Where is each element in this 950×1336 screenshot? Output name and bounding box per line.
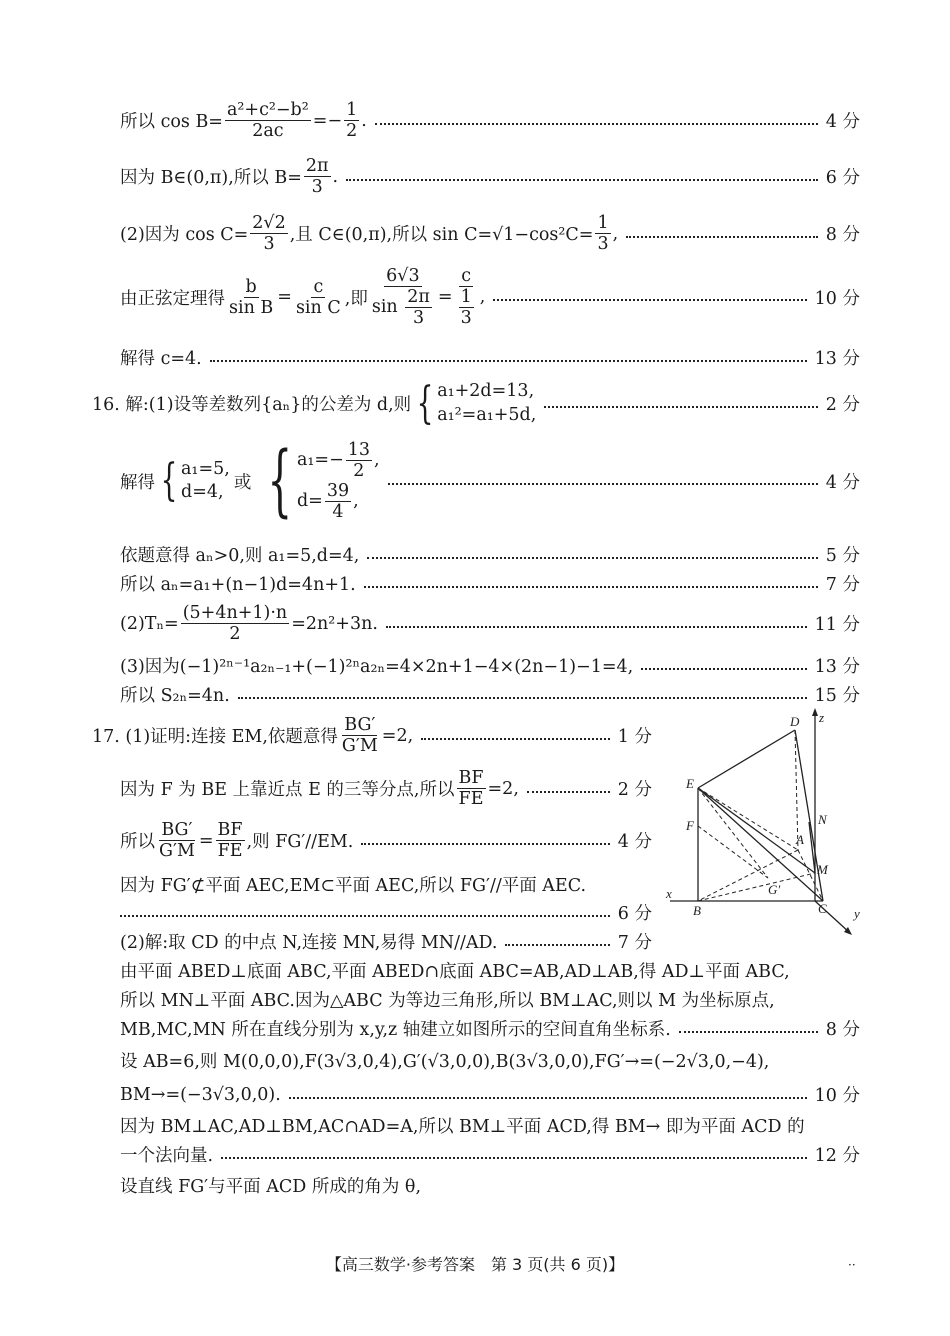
score: 13 分 <box>814 657 860 677</box>
dot-leader <box>421 738 610 740</box>
line-text: MB,MC,MN 所在直线分别为 x,y,z 轴建立如图所示的空间直角坐标系. <box>120 1020 671 1040</box>
fraction <box>370 266 436 328</box>
label-x: x <box>666 886 672 901</box>
fraction <box>325 481 351 522</box>
fraction-numerator: 13 <box>347 440 371 460</box>
fraction-denominator: 2 <box>346 121 358 142</box>
fraction-numerator: 6√3 <box>386 266 420 286</box>
line-text: ,则 FG′//EM. <box>246 832 354 853</box>
equation: a₁²=a₁+5d, <box>437 404 537 425</box>
line-text: (2)Tₙ= <box>120 613 179 634</box>
fraction-numerator: BF <box>217 820 243 840</box>
line-text: 17. (1)证明:连接 EM,依题意得 <box>92 727 338 748</box>
dot-leader <box>527 791 610 793</box>
line-text: (2)因为 cos C= <box>120 225 249 246</box>
fraction-denominator: 3 <box>263 234 275 255</box>
line-text: a₁=− <box>296 450 344 471</box>
score: 11 分 <box>814 615 860 636</box>
line-text: 一个法向量. <box>120 1146 214 1166</box>
line-text: 所以 <box>120 832 155 853</box>
fraction <box>157 820 197 861</box>
fraction-denominator: 2 <box>229 624 241 645</box>
label-D: D <box>790 714 800 729</box>
line-text: = <box>198 830 214 851</box>
line-text: 由正弦定理得 <box>120 288 225 309</box>
fraction <box>181 603 290 644</box>
score: 1 分 <box>617 727 652 748</box>
dot-leader <box>505 944 609 946</box>
page-footer: 【高三数学·参考答案 第 3 页(共 6 页)】 <box>325 1255 625 1274</box>
dot-leader <box>641 668 806 670</box>
dot-leader <box>289 1097 807 1099</box>
equation: a₁+2d=13, <box>437 381 535 401</box>
score: 2 分 <box>825 395 860 416</box>
line-text: =2, <box>381 725 414 746</box>
line-text: , <box>353 491 359 512</box>
fraction-denominator: G′M <box>159 841 195 862</box>
answer-line-12 <box>120 682 860 707</box>
fraction-numerator: 2√2 <box>252 213 286 233</box>
fraction-denominator: 3 <box>413 308 425 329</box>
equation: d=4, <box>181 482 224 503</box>
equation-system <box>411 377 537 429</box>
score: 13 分 <box>814 349 860 369</box>
fraction-numerator: c <box>313 276 324 297</box>
answer-line-21 <box>120 1016 860 1041</box>
dot-leader <box>238 697 807 699</box>
score: 4 分 <box>825 472 860 493</box>
fraction <box>225 100 311 141</box>
answer-line-3 <box>120 213 860 254</box>
answer-line-18 <box>120 929 652 954</box>
answer-line-24: 因为 BM⊥AC,AD⊥BM,AC∩AD=A,所以 BM⊥平面 ACD,得 BM→ 即为平面 ACD 的 <box>120 1117 805 1137</box>
line-text: d= <box>296 491 323 512</box>
dot-leader <box>375 123 818 125</box>
score: 6 分 <box>825 168 860 189</box>
dot-leader <box>210 360 807 362</box>
line-text: 所以 cos B= <box>120 112 223 133</box>
label-z: z <box>819 710 825 725</box>
score: 10 分 <box>814 1086 860 1106</box>
brace-icon: { <box>160 455 178 507</box>
fraction-numerator: 1 <box>346 100 358 120</box>
label-N: N <box>818 812 827 827</box>
fraction-numerator: BF <box>458 768 484 788</box>
fraction-denominator: 4 <box>332 502 344 523</box>
answer-line-14 <box>120 768 652 809</box>
corner-mark: ·· <box>848 1258 856 1272</box>
geometry-figure <box>660 708 870 943</box>
answer-line-20: 所以 MN⊥平面 ABC.因为△ABC 为等边三角形,所以 BM⊥AC,则以 M 为坐标原点, <box>120 991 775 1011</box>
fraction-denominator: 3 <box>460 308 472 329</box>
label-F: F <box>686 818 694 833</box>
fraction <box>304 156 331 197</box>
answer-line-4 <box>120 266 860 328</box>
score: 12 分 <box>814 1146 860 1166</box>
answer-line-16: 因为 FG′⊄平面 AEC,EM⊂平面 AEC,所以 FG′//平面 AEC. <box>120 876 587 896</box>
dot-leader <box>221 1157 807 1159</box>
line-text: =2n²+3n. <box>291 613 378 634</box>
dot-leader <box>626 236 818 238</box>
answer-line-6 <box>92 377 860 429</box>
line-text: 所以 S₂ₙ=4n. <box>120 686 230 706</box>
line-text: ,且 C∈(0,π),所以 sin C=√1−cos²C= <box>289 225 594 246</box>
answer-line-22: 设 AB=6,则 M(0,0,0),F(3√3,0,4),G′(√3,0,0),B(3√3,0,0),FG′→=(−2√3,0,−4), <box>120 1052 770 1072</box>
score: 8 分 <box>825 225 860 246</box>
fraction <box>250 213 287 254</box>
line-text: 依题意得 aₙ>0,则 a₁=5,d=4, <box>120 546 360 566</box>
dot-leader <box>364 586 818 588</box>
label-y: y <box>854 906 860 921</box>
score: 4 分 <box>825 112 860 133</box>
line-text: , <box>374 450 380 471</box>
equation-system <box>155 455 230 507</box>
score: 4 分 <box>617 832 652 853</box>
dot-leader <box>120 915 610 917</box>
dot-leader <box>367 557 817 559</box>
fraction-numerator: b <box>245 276 257 297</box>
score: 2 分 <box>617 780 652 801</box>
answer-line-26: 设直线 FG′与平面 ACD 所成的角为 θ, <box>120 1177 422 1197</box>
arrow-icon <box>812 708 818 716</box>
brace-icon: { <box>416 377 434 429</box>
equation: a₁=5, <box>181 458 230 479</box>
fraction-numerator: c <box>461 266 472 286</box>
equation-system <box>255 436 380 527</box>
fraction <box>216 820 245 861</box>
dot-leader <box>544 406 817 408</box>
answer-line-2 <box>120 156 860 197</box>
answer-line-17 <box>120 900 652 925</box>
fraction <box>340 715 380 756</box>
label-M: M <box>817 862 828 877</box>
fraction <box>294 277 343 318</box>
fraction-denominator: 2ac <box>252 121 284 142</box>
score: 15 分 <box>814 686 860 706</box>
line-text: 解得 c=4. <box>120 349 202 369</box>
fraction-numerator: 1 <box>460 287 472 308</box>
line-text: ,即 <box>344 288 368 309</box>
dot-leader <box>679 1031 818 1033</box>
line-text: (3)因为(−1)²ⁿ⁻¹a₂ₙ₋₁+(−1)²ⁿa₂ₙ=4×2n+1−4×(2n−1)−1=4, <box>120 657 634 677</box>
score: 10 分 <box>814 288 860 309</box>
line-text: BM→=(−3√3,0,0). <box>120 1084 281 1105</box>
fraction <box>405 287 432 328</box>
answer-line-8 <box>120 542 860 567</box>
equation <box>297 440 380 481</box>
fraction-numerator: 2π <box>407 287 430 308</box>
answer-line-23 <box>120 1082 860 1107</box>
answer-line-25 <box>120 1142 860 1167</box>
line-text: 16. 解:(1)设等差数列{aₙ}的公差为 d,则 <box>92 395 412 416</box>
fraction <box>344 100 359 141</box>
fraction-numerator: (5+4n+1)·n <box>182 603 288 623</box>
line-text: 或 <box>233 472 252 493</box>
line-text: = <box>437 287 453 308</box>
score: 5 分 <box>825 546 860 566</box>
line-text: . <box>332 166 339 187</box>
fraction-denominator <box>370 287 436 328</box>
fraction-denominator: sin B <box>229 297 274 318</box>
brace-icon: { <box>267 436 293 527</box>
fraction <box>346 440 372 481</box>
score: 8 分 <box>825 1020 860 1040</box>
line-text: =2, <box>487 778 519 799</box>
answer-line-13 <box>92 715 652 756</box>
score: 6 分 <box>617 904 652 924</box>
answer-line-10 <box>120 603 860 644</box>
fraction <box>227 277 275 318</box>
fraction-numerator: 1 <box>597 213 609 233</box>
line-text: =− <box>312 110 343 131</box>
line-text: (2)解:取 CD 的中点 N,连接 MN,易得 MN//AD. <box>120 933 498 953</box>
label-E: E <box>686 776 694 791</box>
fraction-numerator: 2π <box>305 156 329 176</box>
line-text: , <box>612 223 619 244</box>
label-A: A <box>796 832 804 847</box>
line-text: , <box>479 287 486 308</box>
fraction-denominator: FE <box>217 841 243 862</box>
fraction-denominator: FE <box>458 789 484 810</box>
fraction-denominator <box>455 287 478 328</box>
answer-line-5 <box>120 345 860 370</box>
dot-leader <box>388 483 818 485</box>
dot-leader <box>346 179 818 181</box>
fraction-numerator: a²+c²−b² <box>226 100 309 120</box>
score: 7 分 <box>825 575 860 595</box>
dot-leader <box>386 626 807 628</box>
line-text: . <box>361 110 367 131</box>
fraction-numerator: BG′ <box>344 715 376 735</box>
fraction-numerator: 39 <box>326 481 350 502</box>
line-text: = <box>277 287 292 308</box>
label-C: C <box>818 901 827 916</box>
line-text: 因为 B∈(0,π),所以 B= <box>120 168 302 189</box>
fraction <box>459 287 474 328</box>
fraction-denominator: 3 <box>311 177 323 198</box>
label-B: B <box>693 903 701 918</box>
dot-leader <box>361 843 609 845</box>
fraction-numerator: BG′ <box>161 820 193 840</box>
fraction-denominator: 2 <box>353 461 365 482</box>
fraction-denominator: 3 <box>597 234 609 255</box>
equation <box>297 481 380 522</box>
fraction-denominator: G′M <box>341 736 378 757</box>
answer-line-11 <box>120 653 860 678</box>
label-G: G′ <box>768 882 781 897</box>
fraction <box>457 768 486 809</box>
answer-line-7 <box>120 436 860 527</box>
score: 7 分 <box>617 933 652 953</box>
line-text: 因为 F 为 BE 上靠近点 E 的三等分点,所以 <box>120 780 455 801</box>
fraction <box>595 213 610 254</box>
line-text: sin <box>371 297 398 318</box>
answer-line-19: 由平面 ABED⊥底面 ABC,平面 ABED∩底面 ABC=AB,AD⊥AB,得 AD⊥平面 ABC, <box>120 962 790 982</box>
answer-line-15 <box>120 820 652 861</box>
fraction-denominator: sin C <box>295 297 341 318</box>
line-text: 解得 <box>120 472 155 493</box>
line-text: 所以 aₙ=a₁+(n−1)d=4n+1. <box>120 575 356 595</box>
fraction <box>455 266 478 328</box>
answer-line-9 <box>120 571 860 596</box>
dot-leader <box>493 299 806 301</box>
answer-line-1 <box>120 100 860 141</box>
